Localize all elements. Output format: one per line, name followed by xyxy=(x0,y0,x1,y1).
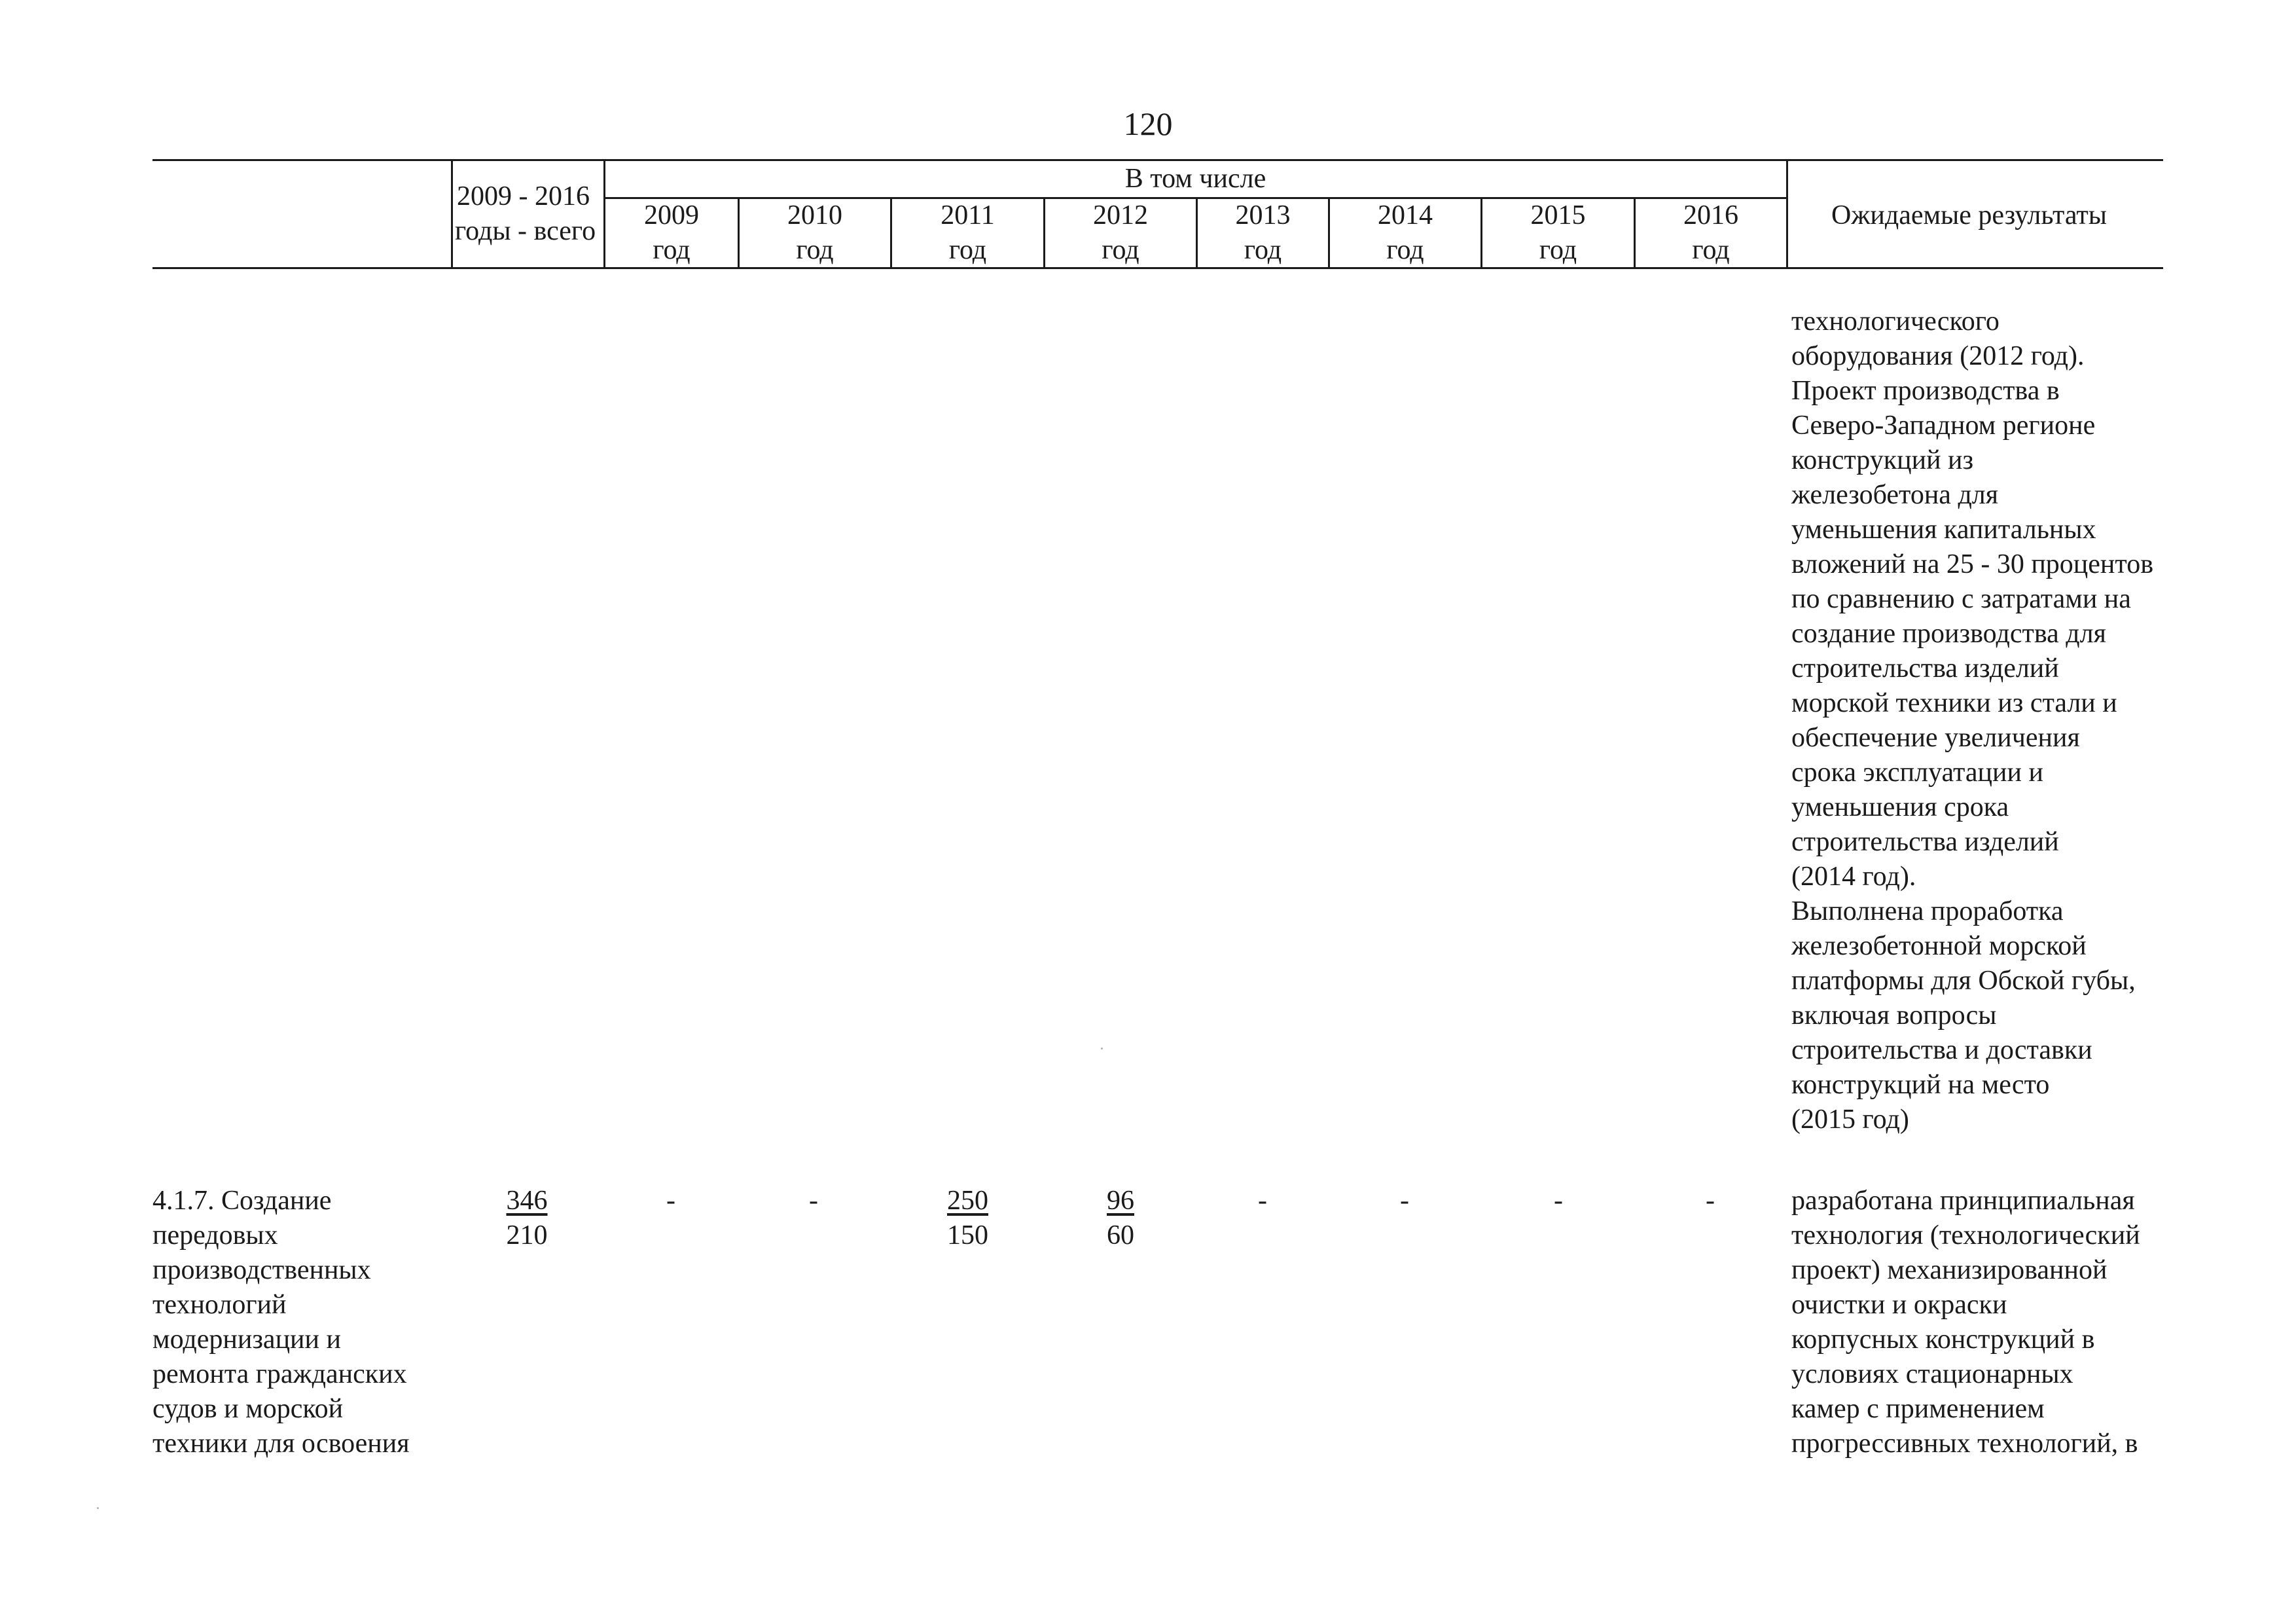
total-header-line2: годы - всего xyxy=(455,216,596,246)
header-col-divider xyxy=(1786,159,1788,269)
year-header-2011: 2011 xyxy=(941,200,995,230)
value-2011-planned: 250 xyxy=(947,1186,988,1216)
value-2011-federal: 150 xyxy=(947,1220,988,1250)
row-name: 4.1.7. Создание передовых производственных технологий модернизации и ремонта гражданских судов и морской техники для освоения xyxy=(152,1186,410,1459)
value-2012 xyxy=(1045,1184,1196,1253)
total-header-line1: 2009 - 2016 xyxy=(457,181,590,211)
value-2013: - xyxy=(1258,1186,1267,1216)
value-2014: - xyxy=(1400,1186,1409,1216)
page-number: 120 xyxy=(1123,105,1173,142)
year-unit-2012: год xyxy=(1102,235,1139,265)
scan-speck xyxy=(1101,1048,1103,1049)
year-unit-2015: год xyxy=(1539,235,1577,265)
value-2012-federal: 60 xyxy=(1107,1220,1134,1250)
continued-results-text: технологического оборудования (2012 год). Проект производства в Северо-Западном регионе конструкций из железобетона для уменьшения капитальных вложений на 25 - 30 процентов по сравнению с затратами на создание производства для строительства изделий морской техники из стали и обеспечение увеличения срока эксплуатации и уменьшения срока строительства изделий (2014 год). Выполнена проработка железобетонной морской платформы для Обской губы, включая вопросы строительства и доставки конструкций на место (2015 год) xyxy=(1791,306,2154,1135)
header-col-divider xyxy=(451,159,453,269)
row-results: разработана принципиальная технология (технологический проект) механизированной очистки и окраски корпусных конструкций в условиях стационарных камер с применением прогрессивных технологий, в xyxy=(1791,1186,2140,1459)
total-value xyxy=(458,1184,596,1253)
year-header-2016: 2016 xyxy=(1683,200,1738,230)
header-top-rule xyxy=(152,159,2163,161)
year-header-2010: 2010 xyxy=(787,200,842,230)
year-unit-2016: год xyxy=(1692,235,1730,265)
year-unit-2011: год xyxy=(948,235,987,265)
year-unit-2014: год xyxy=(1386,235,1424,265)
value-2016: - xyxy=(1706,1186,1715,1216)
including-header: В том числе xyxy=(1124,164,1266,194)
value-2010: - xyxy=(809,1186,818,1216)
results-header: Ожидаемые результаты xyxy=(1831,200,2107,230)
year-header-2015: 2015 xyxy=(1530,200,1586,230)
year-header-2009: 2009 xyxy=(644,200,699,230)
header-bottom-rule xyxy=(152,267,2163,269)
value-2009: - xyxy=(666,1186,675,1216)
year-header-2012: 2012 xyxy=(1093,200,1148,230)
value-2012-planned: 96 xyxy=(1107,1186,1134,1216)
total-value-federal: 210 xyxy=(506,1220,548,1250)
total-value-planned: 346 xyxy=(506,1186,548,1216)
value-2015: - xyxy=(1554,1186,1563,1216)
year-header-2013: 2013 xyxy=(1235,200,1291,230)
year-unit-2010: год xyxy=(796,235,834,265)
year-header-2014: 2014 xyxy=(1378,200,1433,230)
year-unit-2009: год xyxy=(653,235,691,265)
value-2011 xyxy=(892,1184,1043,1253)
scan-speck xyxy=(97,1507,99,1509)
year-unit-2013: год xyxy=(1244,235,1282,265)
